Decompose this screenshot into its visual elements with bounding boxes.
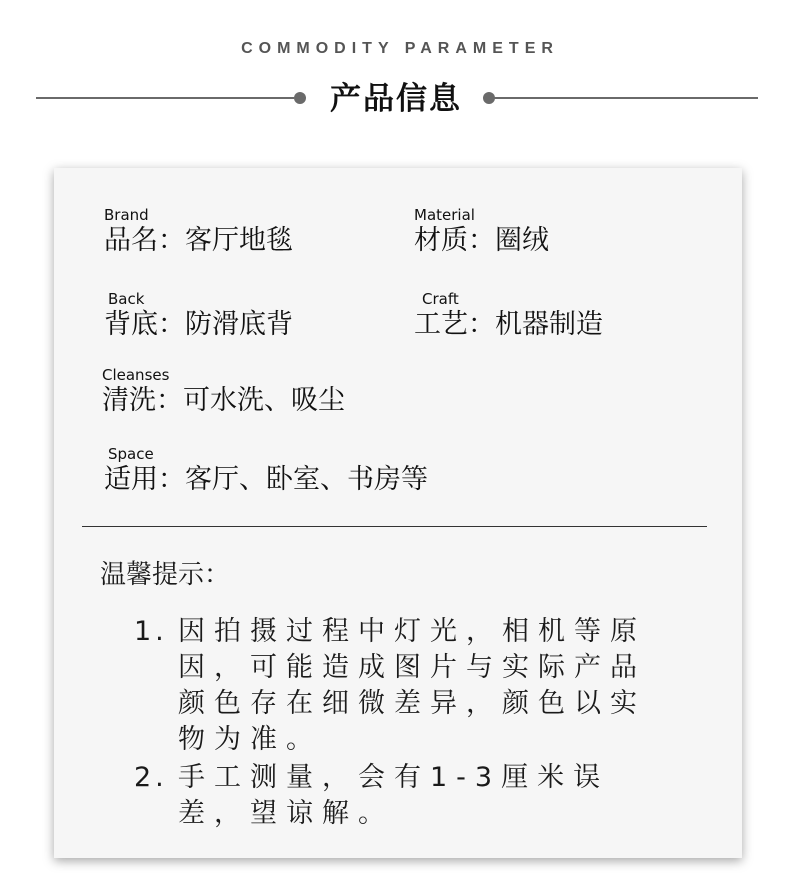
param-craft-label: Craft (422, 290, 459, 308)
tips-title: 温馨提示： (100, 560, 231, 590)
param-cleanses-value: 清洗：可水洗、吸尘 (102, 385, 345, 416)
tip-number: 2. (134, 762, 168, 793)
tip-text: 因拍摄过程中灯光，相机等原因，可能造成图片与实际产品颜色存在细微差异，颜色以实物为准。 (178, 616, 646, 755)
tip-item (134, 614, 674, 758)
header-chinese-title: 产品信息 (330, 81, 462, 117)
param-space-label: Space (108, 445, 154, 463)
tip-item (134, 760, 674, 832)
param-material (414, 206, 549, 258)
header-rule-right (492, 97, 758, 99)
header-dot-left-icon (294, 92, 306, 104)
tip-number: 1. (134, 616, 168, 647)
param-cleanses-label: Cleanses (102, 366, 170, 384)
tips-list (134, 614, 674, 832)
param-material-value: 材质：圈绒 (414, 225, 549, 256)
param-material-label: Material (414, 206, 475, 224)
header-english-title: COMMODITY PARAMETER (241, 40, 559, 57)
param-space (104, 445, 428, 497)
param-cleanses (102, 366, 345, 418)
tip-text: 手工测量，会有1-3厘米误差，望谅解。 (178, 762, 610, 829)
param-brand-label: Brand (104, 206, 149, 224)
param-space-value: 适用：客厅、卧室、书房等 (104, 464, 428, 495)
param-back (104, 290, 293, 342)
param-craft-value: 工艺：机器制造 (414, 309, 603, 340)
param-brand (104, 206, 293, 258)
param-back-value: 背底：防滑底背 (104, 309, 293, 340)
param-back-label: Back (108, 290, 145, 308)
header-title-row (0, 80, 800, 120)
header-rule-left (36, 97, 294, 99)
section-divider (82, 526, 707, 527)
param-craft (414, 290, 603, 342)
param-brand-value: 品名：客厅地毯 (104, 225, 293, 256)
parameter-card (54, 168, 742, 858)
